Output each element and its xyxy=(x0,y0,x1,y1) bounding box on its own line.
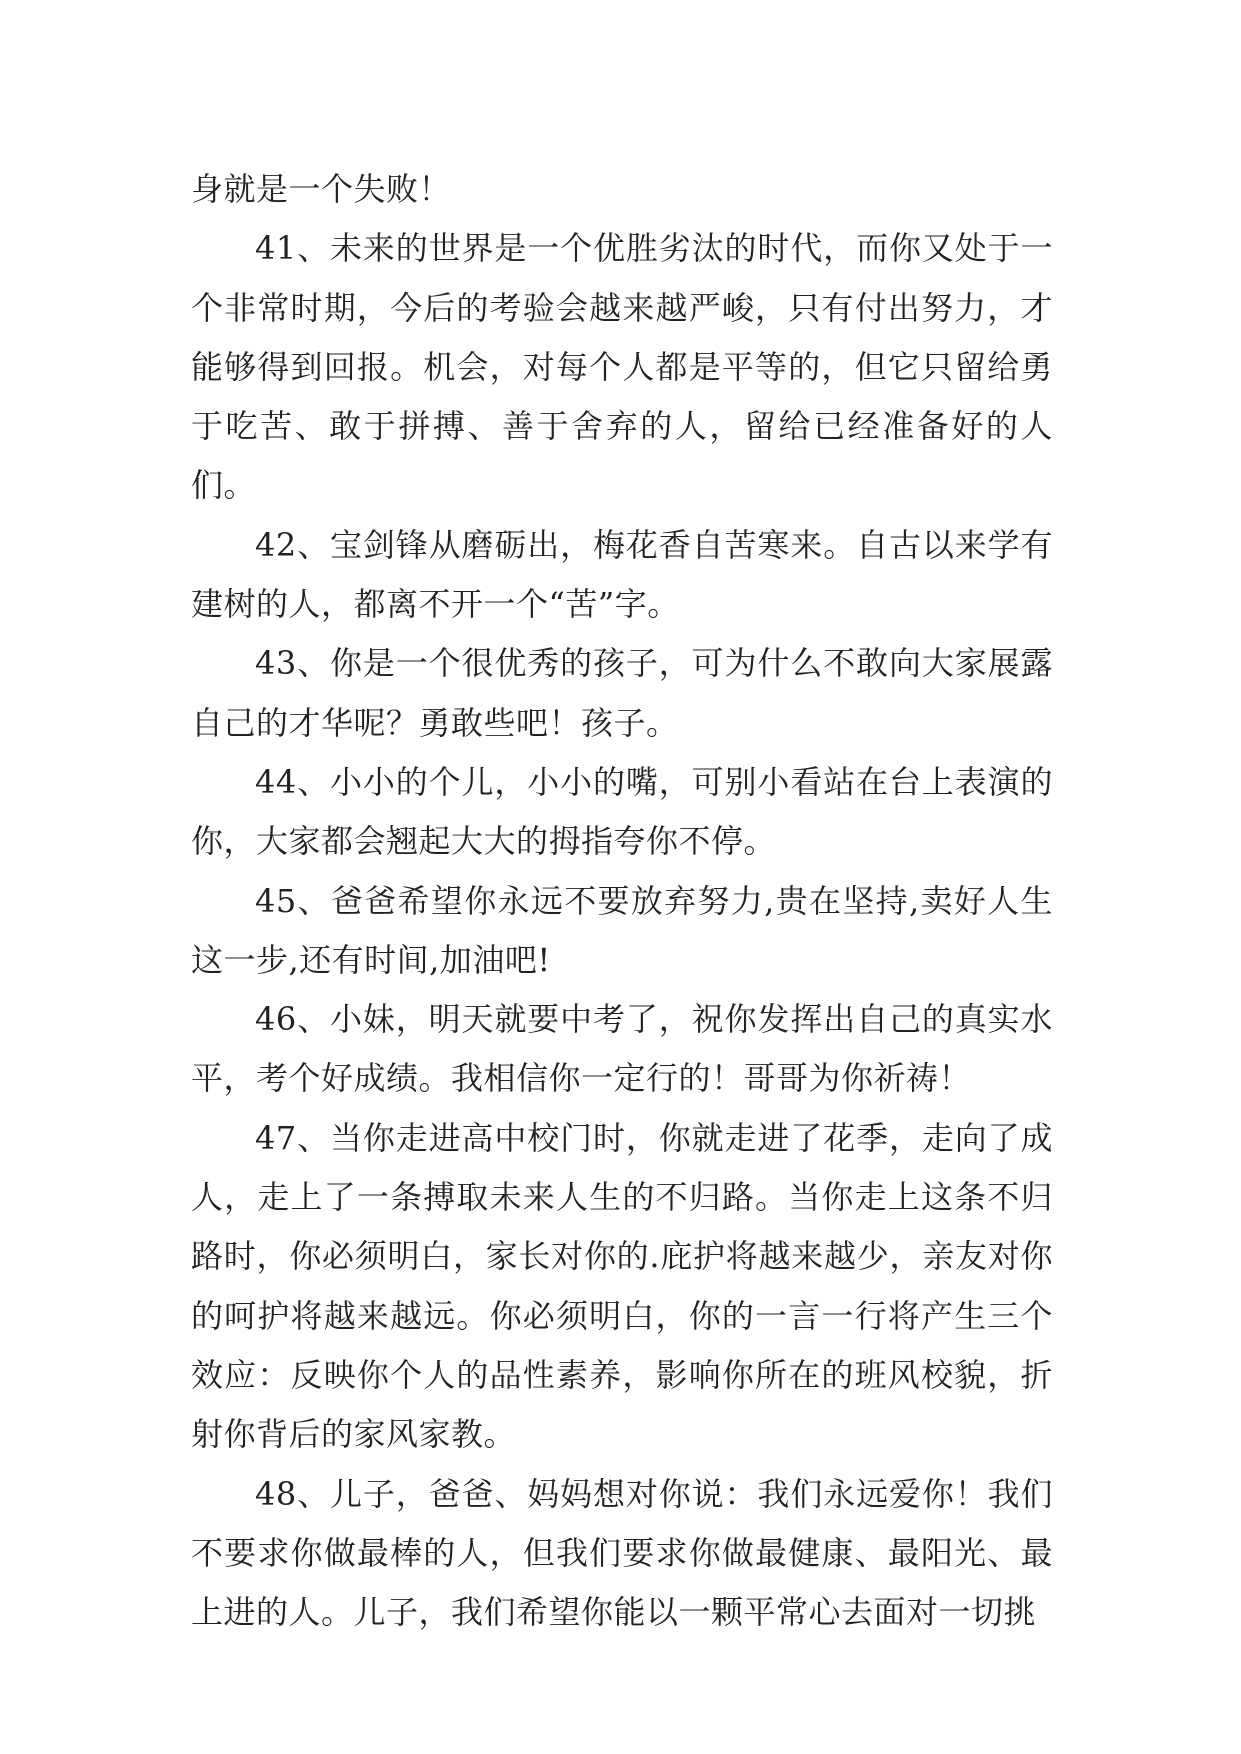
paragraph-47: 47、当你走进高中校门时，你就走进了花季，走向了成人，走上了一条搏取未来人生的不归路。当你走上这条不归路时，你必须明白，家长对你的.庇护将越来越少，亲友对你的呵护将越来越远。你必须明白，你的一言一行将产生三个效应：反映你个人的品性素养，影响你所在的班风校貌，折射你背后的家风家教。 xyxy=(191,1118,1053,1454)
paragraph-41: 41、未来的世界是一个优胜劣汰的时代，而你又处于一个非常时期，今后的考验会越来越严峻，只有付出努力，才能够得到回报。机会，对每个人都是平等的，但它只留给勇于吃苦、敢于拼搏、善于舍弃的人，留给已经准备好的人们。 xyxy=(191,229,1053,505)
paragraph-45: 45、爸爸希望你永远不要放弃努力,贵在坚持,卖好人生这一步,还有时间,加油吧! xyxy=(191,881,1053,979)
paragraph-43: 43、你是一个很优秀的孩子，可为什么不敢向大家展露自己的才华呢？勇敢些吧！孩子。 xyxy=(191,644,1053,742)
paragraph-48: 48、儿子，爸爸、妈妈想对你说：我们永远爱你！我们不要求你做最棒的人，但我们要求你做最健康、最阳光、最上进的人。儿子，我们希望你能以一颗平常心去面对一切挑 xyxy=(191,1474,1053,1632)
paragraph-46: 46、小妹，明天就要中考了，祝你发挥出自己的真实水平，考个好成绩。我相信你一定行的！哥哥为你祈祷！ xyxy=(191,1000,1053,1098)
paragraph-continuation: 身就是一个失败！ xyxy=(191,170,452,208)
paragraph-42: 42、宝剑锋从磨砺出，梅花香自苦寒来。自古以来学有建树的人，都离不开一个“苦”字。 xyxy=(191,525,1053,624)
document-body xyxy=(191,160,1053,1642)
paragraph-44: 44、小小的个儿，小小的嘴，可别小看站在台上表演的你，大家都会翘起大大的拇指夸你不停。 xyxy=(191,762,1053,861)
